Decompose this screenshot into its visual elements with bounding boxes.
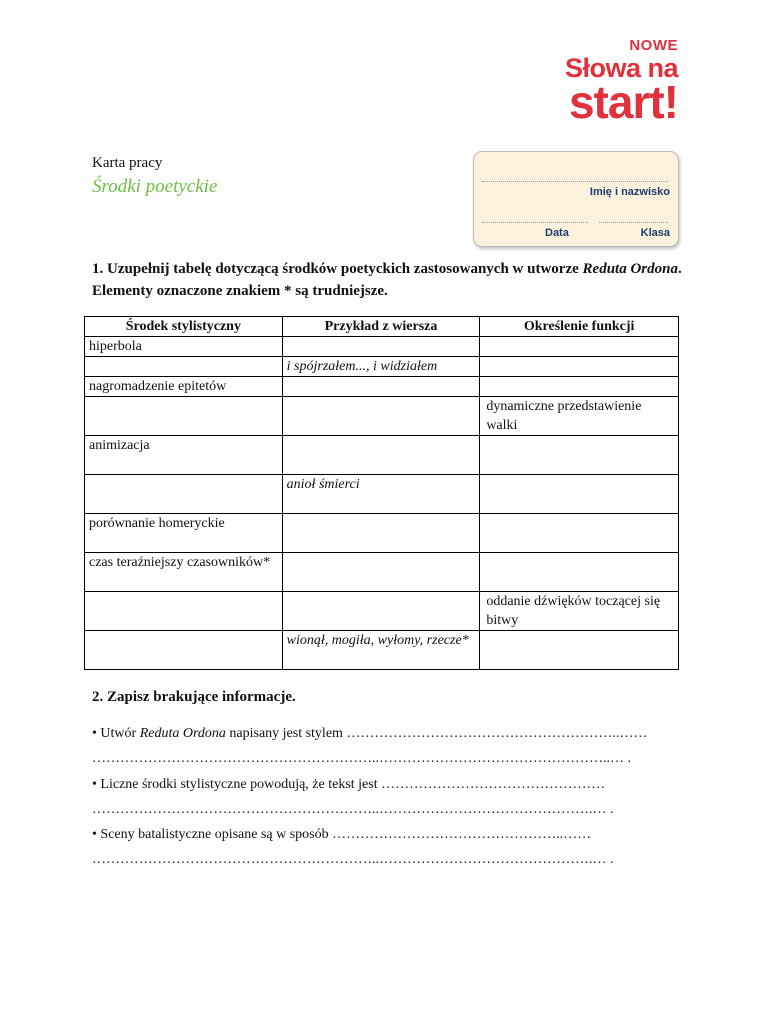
date-label: Data — [545, 227, 569, 239]
class-label: Klasa — [640, 227, 670, 239]
task-1-instruction — [92, 258, 682, 302]
table-cell[interactable] — [282, 377, 480, 397]
task-2-item-1-continuation[interactable]: ……………………………………………………..…………………………………………..… . — [92, 751, 631, 766]
table-row — [85, 631, 679, 670]
table-row — [85, 475, 679, 514]
table-row — [85, 357, 679, 377]
table-row — [85, 397, 679, 436]
task-2-item-3-continuation[interactable]: ……………………………………………………..……………………………………….… . — [92, 852, 614, 867]
header-example: Przykład z wiersza — [282, 317, 480, 337]
table-cell[interactable] — [480, 553, 679, 592]
table-row — [85, 337, 679, 357]
table-cell[interactable] — [282, 592, 480, 631]
table-cell[interactable]: oddanie dźwięków toczącej się bitwy — [480, 592, 679, 631]
table-cell[interactable]: wionął, mogiła, wyłomy, rzecze* — [282, 631, 480, 670]
task-2-item-2[interactable]: • Liczne środki stylistyczne powodują, że tekst jest ………………………………………… — [92, 777, 606, 792]
worksheet-title: Środki poetyckie — [92, 176, 218, 197]
worksheet-kind: Karta pracy — [92, 155, 163, 171]
task-2-item-1 — [92, 726, 682, 742]
task-1-intro: 1. Uzupełnij tabelę dotyczącą środków poetyckich zastosowanych w utworze — [92, 261, 583, 277]
table-cell[interactable]: nagromadzenie epitetów — [85, 377, 283, 397]
table-cell[interactable] — [85, 357, 283, 377]
table-cell[interactable]: porównanie homeryckie — [85, 514, 283, 553]
table-cell[interactable]: i spójrzałem..., i widziałem — [282, 357, 480, 377]
header-function: Określenie funkcji — [480, 317, 679, 337]
poetic-devices-table — [84, 316, 679, 670]
item-1-work-title: Reduta Ordona — [139, 726, 226, 741]
table-cell[interactable]: animizacja — [85, 436, 283, 475]
table-cell[interactable]: dynamiczne przedstawienie walki — [480, 397, 679, 436]
task-2-item-2-continuation[interactable]: ……………………………………………………..……………………………………….… . — [92, 802, 614, 817]
publisher-logo — [564, 37, 678, 128]
table-cell[interactable] — [85, 397, 283, 436]
table-cell[interactable] — [85, 475, 283, 514]
table-cell[interactable] — [282, 553, 480, 592]
table-cell[interactable] — [85, 592, 283, 631]
logo-line-2: Słowa na — [564, 53, 678, 83]
table-row — [85, 592, 679, 631]
table-row — [85, 553, 679, 592]
table-header-row — [85, 317, 679, 337]
task-2-item-3[interactable]: • Sceny batalistyczne opisane są w sposób …………………………………………..…… — [92, 827, 592, 842]
table-cell[interactable] — [85, 631, 283, 670]
table-cell[interactable] — [282, 337, 480, 357]
task-1-outro: . Elementy oznaczone znakiem * są trudniejsze. — [92, 261, 682, 299]
task-1-work-title: Reduta Ordona — [582, 261, 678, 277]
name-box — [473, 151, 679, 247]
table-cell[interactable] — [480, 475, 679, 514]
table-cell[interactable] — [282, 436, 480, 475]
table-cell[interactable] — [480, 631, 679, 670]
table-cell[interactable] — [282, 514, 480, 553]
table-cell[interactable] — [480, 337, 679, 357]
task-2-instruction: 2. Zapisz brakujące informacje. — [92, 689, 296, 705]
table-cell[interactable] — [480, 514, 679, 553]
table-row — [85, 514, 679, 553]
date-line — [482, 222, 588, 223]
class-line — [599, 222, 668, 223]
table-cell[interactable] — [480, 357, 679, 377]
logo-line-3: start! — [568, 76, 678, 128]
table-cell[interactable]: hiperbola — [85, 337, 283, 357]
table-row — [85, 377, 679, 397]
item-1-start: • Utwór — [92, 726, 140, 741]
name-line — [482, 181, 668, 182]
table-cell[interactable] — [480, 436, 679, 475]
table-row — [85, 436, 679, 475]
header-device: Środek stylistyczny — [85, 317, 283, 337]
logo-line-1: NOWE — [629, 37, 678, 54]
table-cell[interactable]: anioł śmierci — [282, 475, 480, 514]
table-cell[interactable]: czas teraźniejszy czasowników* — [85, 553, 283, 592]
table-cell[interactable] — [480, 377, 679, 397]
table-cell[interactable] — [282, 397, 480, 436]
item-1-answer-line[interactable]: napisany jest stylem …………………………………………………..…… — [225, 726, 648, 741]
name-label: Imię i nazwisko — [589, 186, 670, 198]
